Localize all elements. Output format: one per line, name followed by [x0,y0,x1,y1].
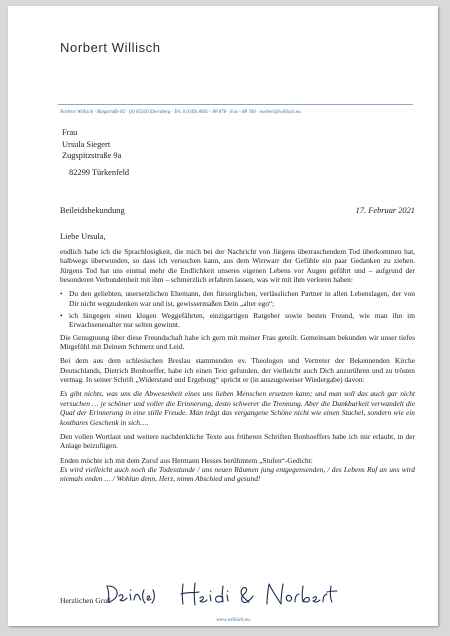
recipient-street: Zugspitzstraße 9a [62,151,122,160]
closing: Herzlichen Gruß [60,596,111,605]
recipient-name: Ursula Siegert [62,139,111,149]
letterhead-name: Norbert Willisch [60,40,161,55]
footer-url: www.willisch.eu [216,617,250,623]
recipient-address [62,127,129,178]
handwritten-signature [103,578,363,608]
letter-body [60,247,415,489]
recipient-city: 82299 Türkenfeld [69,167,130,177]
bullet-dot: • [60,289,63,299]
paragraph: Bei dem aus dem schlesischen Breslau stammenden ev. Theologen und Vertreter der Bekennenden Kirche Deutschlands, Dietrich Bonhoeffer, habe ich einen Text gefunden, der vielleicht auch Dich anzurühren und zu trösten vermag. In seiner Schrift „Widerstand und Ergebung“ spricht er (in auszugsweiser Wiedergabe) davon: [60,356,415,385]
greeting: Liebe Ursula, [60,232,106,241]
paragraph: endlich habe ich die Sprachlosigkeit, die mich bei der Nachricht von Jürgens überraschendem Tod überkommen hat, halbwegs überwunden, so dass ich versuchen kann, aus dem Wirrwarr der Gefühle ein paar Gedanken zu ziehen. Jürgens Tod hat uns einmal mehr die Endlichkeit unseres eigenen Lebens vor Augen geführt und – aufgrund der besonderen Verbundenheit mit ihm – schmerzlich erfahren lassen, was wir mit ihm verloren haben: [60,247,415,285]
letter-date: 17. Februar 2021 [355,206,415,215]
paragraph: Den vollen Wortlaut und weitere nachdenkliche Texte aus früheren Schriften Bonhoeffers habe ich mir erlaubt, in der Anlage beizufügen. [60,431,415,451]
paragraph: Die Genugtuung über diese Freundschaft habe ich gern mit meiner Frau geteilt. Gemeinsam bekunden wir unser tiefes Mitgefühl mit Deinem Schmerz und Leid. [60,332,415,352]
paragraph: Enden möchte ich mit dem Zuruf aus Hermann Hesses berühmtem „Stufen“-Gedicht: [60,455,313,465]
bullet-item [60,311,415,330]
bullet-text: Du den geliebten, unersetzlichen Ehemann, den fürsorglichen, verlässlichen Partner in allen Lebenslagen, der von Dir nicht wegzudenken war und ist, gewissermaßen Dein „alter ego“; [69,289,415,308]
sender-rule [58,104,413,105]
bullet-text: ich hingegen einen klugen Weggefährten, einzigartigen Ratgeber sowie besten Freund, wie man ihn im Erwachsenenalter nur selten gewinnt. [69,311,415,330]
quote-bonhoeffer: Es gibt nichts, was uns die Abwesenheit eines uns lieben Menschen ersetzen kann; und man soll das auch gar nicht versuchen … je schöner und voller die Erinnerung, desto schwerer die Trennung. Aber die Dankbarkeit verwandelt die Qual der Erinnerung in eine stille Freude. Man trägt das vergangene Schöne nicht wie einen Stachel, sondern wie ein kostbares Geschenk in sich…. [60,389,415,427]
subject-line: Beileidsbekundung [60,206,125,215]
recipient-title: Frau [62,128,78,137]
letter-page [8,6,438,626]
bullet-dot: • [60,311,63,321]
sender-address-line: Norbert Willisch · Ringstraße 82 · (0) 85560 Ebersberg · Tel. 0 (049) 8092 - 88 878 · Fax - 88 760 · norbert@willisch.eu [60,110,301,115]
subject-row [60,206,415,215]
quote-hesse: Es wird vielleicht auch noch die Todesstunde / uns neuen Räumen jung entgegensenden, / des Lebens Ruf an uns wird niemals enden … / Wohlan denn, Herz, nimm Abschied und gesund! [60,464,415,484]
bullet-item [60,289,415,308]
